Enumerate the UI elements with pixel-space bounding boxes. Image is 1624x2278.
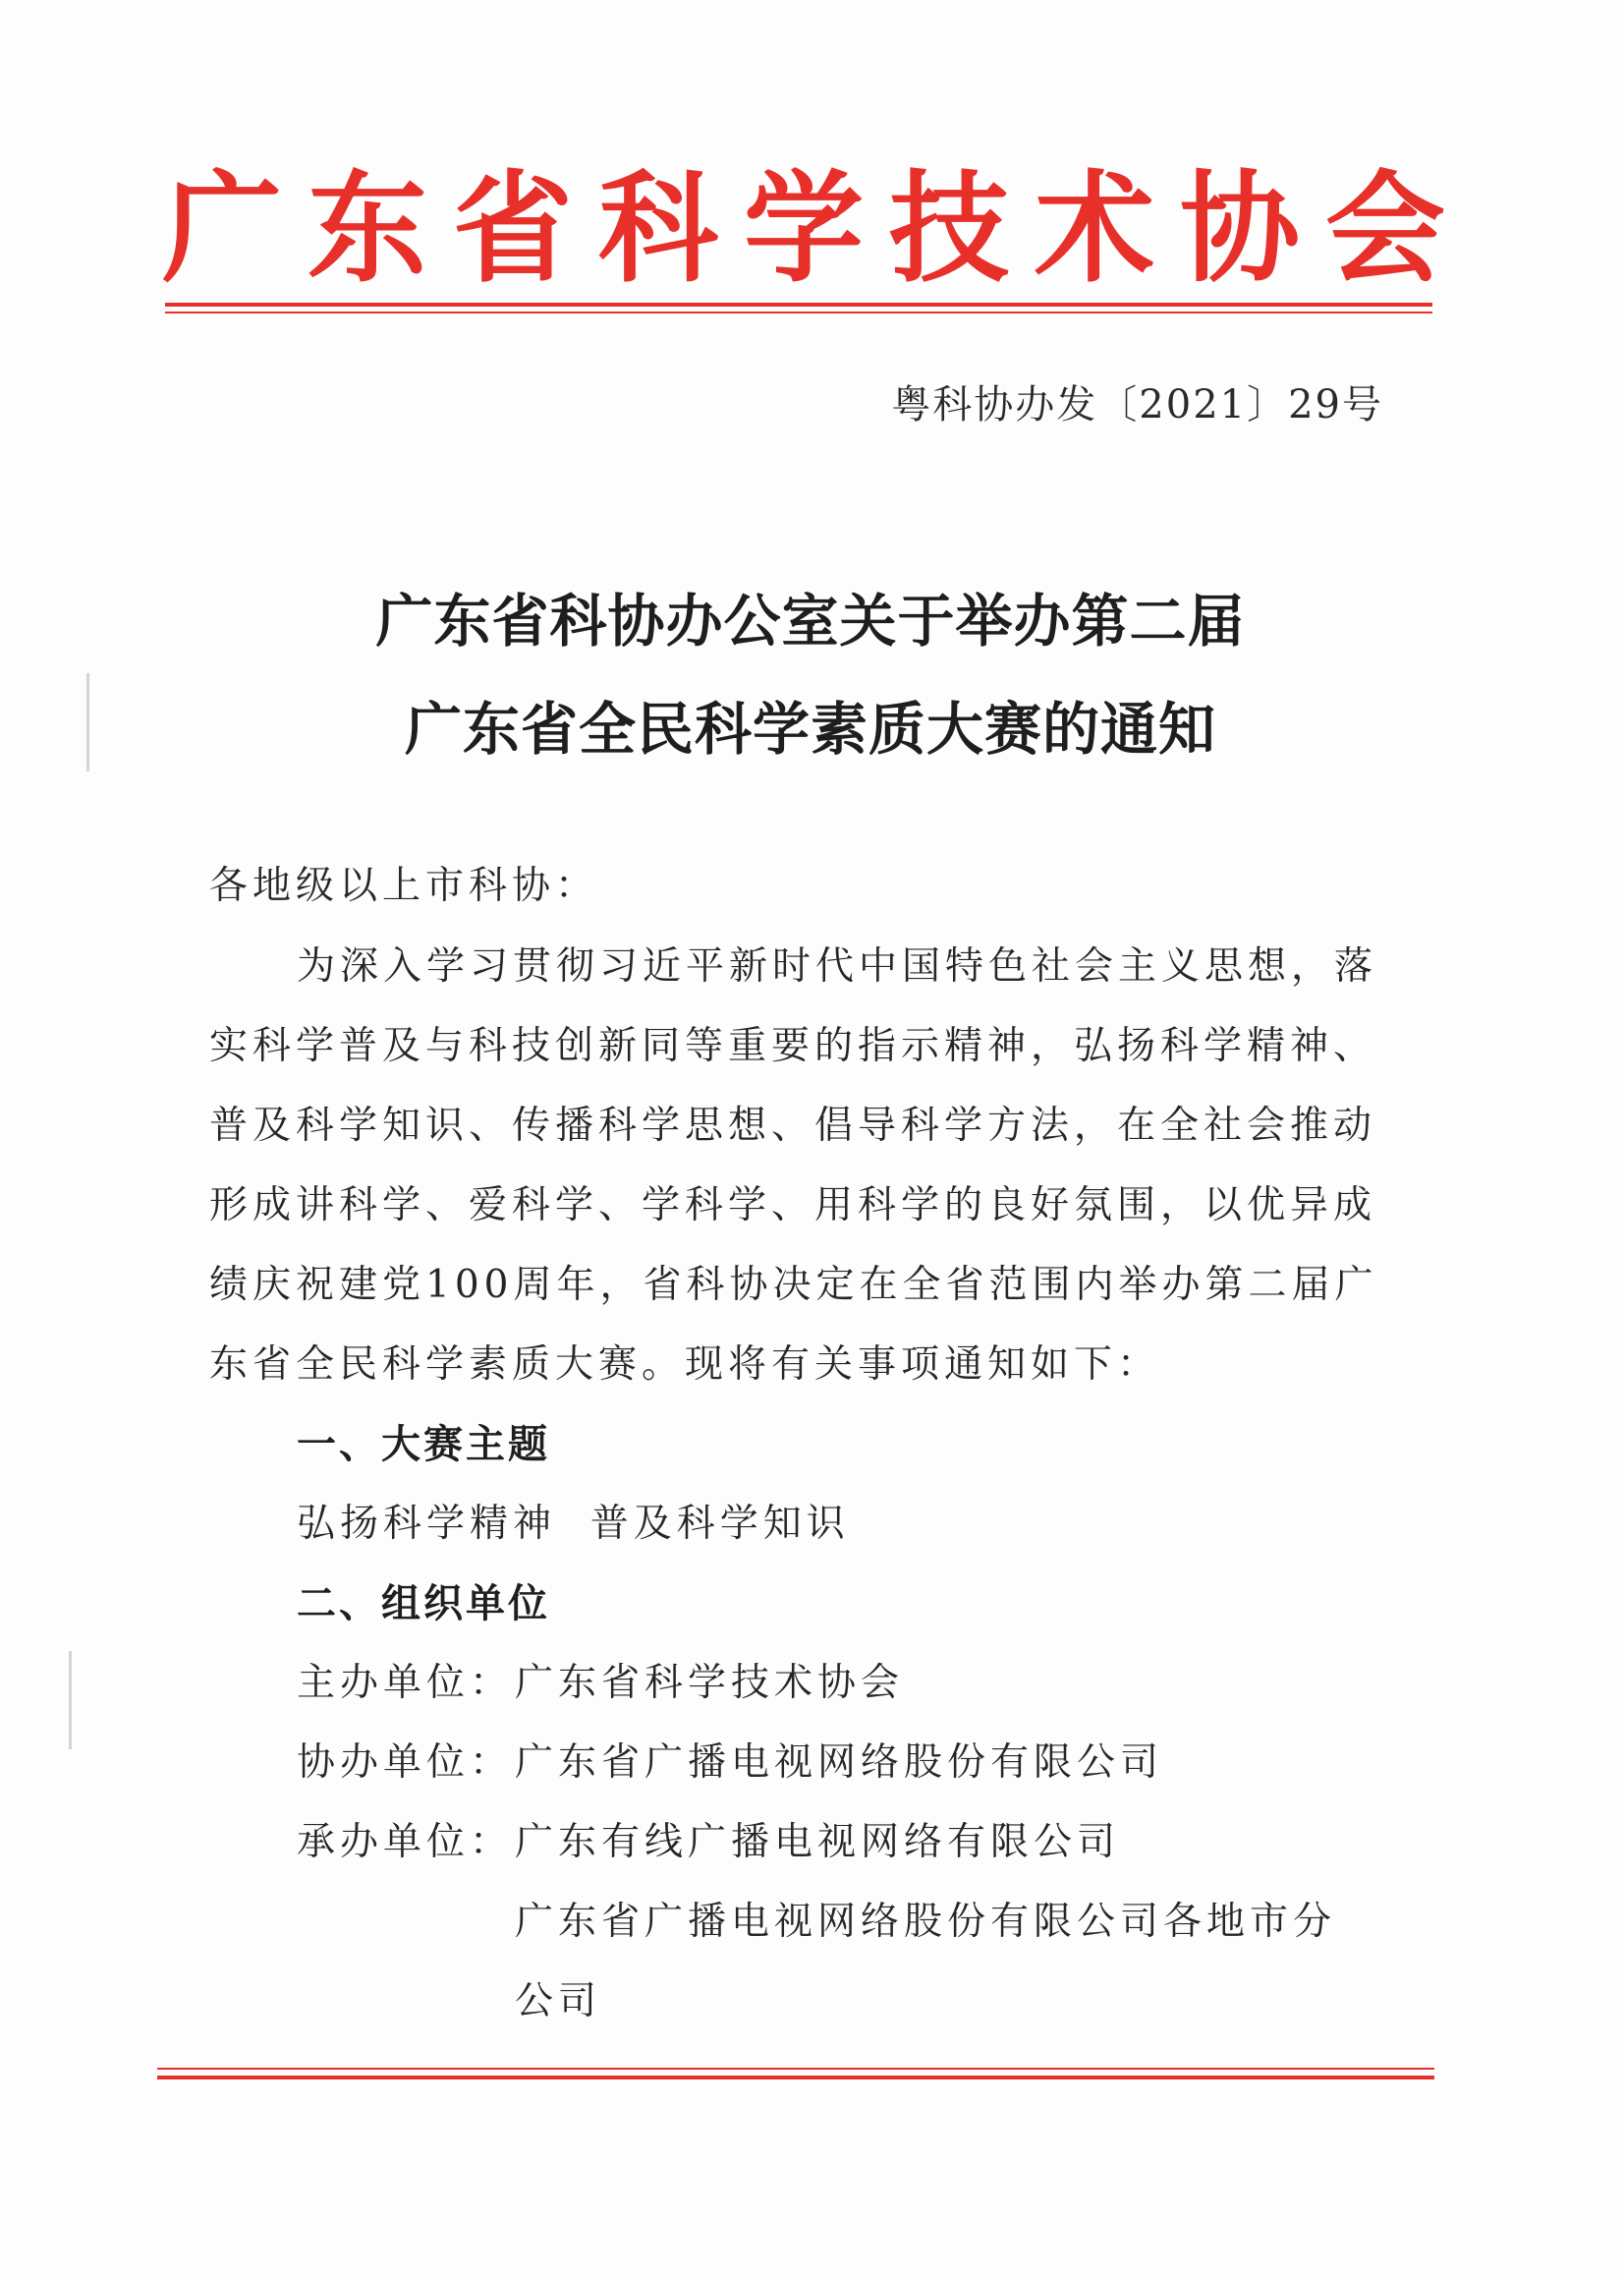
document-title-line-1: 广东省科协办公室关于举办第二届: [375, 588, 1246, 655]
host-label: 主办单位：: [297, 1661, 514, 1705]
section-heading-theme: 一、大赛主题: [297, 1422, 550, 1467]
host-value: 广东省科学技术协会: [515, 1661, 905, 1705]
intro-line: 绩庆祝建党100周年，省科协决定在全省范围内举办第二届广: [209, 1263, 1378, 1307]
footer-rule-bottom: [157, 2076, 1434, 2079]
undertaker-value-3: 公司: [515, 1979, 602, 2023]
document-number: 粤科协办发〔2021〕29号: [891, 382, 1383, 427]
intro-line: 为深入学习贯彻习近平新时代中国特色社会主义思想，落: [297, 944, 1378, 989]
co-organizer-label: 协办单位：: [297, 1740, 514, 1785]
salutation: 各地级以上市科协：: [209, 864, 599, 908]
undertaker-label: 承办单位：: [297, 1820, 514, 1864]
undertaker-value-1: 广东有线广播电视网络有限公司: [515, 1820, 1121, 1864]
document-title-line-2: 广东省全民科学素质大赛的通知: [404, 696, 1216, 763]
co-organizer-value: 广东省广播电视网络股份有限公司: [515, 1740, 1164, 1785]
intro-line: 东省全民科学素质大赛。现将有关事项通知如下：: [209, 1342, 1161, 1387]
undertaker-value-2: 广东省广播电视网络股份有限公司各地市分: [515, 1900, 1337, 1944]
intro-line: 形成讲科学、爱科学、学科学、用科学的良好氛围，以优异成: [209, 1183, 1377, 1227]
letterhead-org-name: 广东省科学技术协会: [162, 159, 1471, 299]
letterhead-rule-top: [165, 303, 1432, 307]
section-heading-organizers: 二、组织单位: [297, 1581, 550, 1626]
binding-mark: [69, 1651, 72, 1749]
footer-rule-top: [157, 2068, 1434, 2070]
letterhead-rule-bottom: [165, 312, 1432, 313]
binding-mark: [86, 673, 89, 771]
intro-line: 实科学普及与科技创新同等重要的指示精神，弘扬科学精神、: [209, 1024, 1377, 1068]
intro-line: 普及科学知识、传播科学思想、倡导科学方法，在全社会推动: [209, 1104, 1377, 1148]
section-theme-text: 弘扬科学精神 普及科学知识: [297, 1502, 850, 1546]
